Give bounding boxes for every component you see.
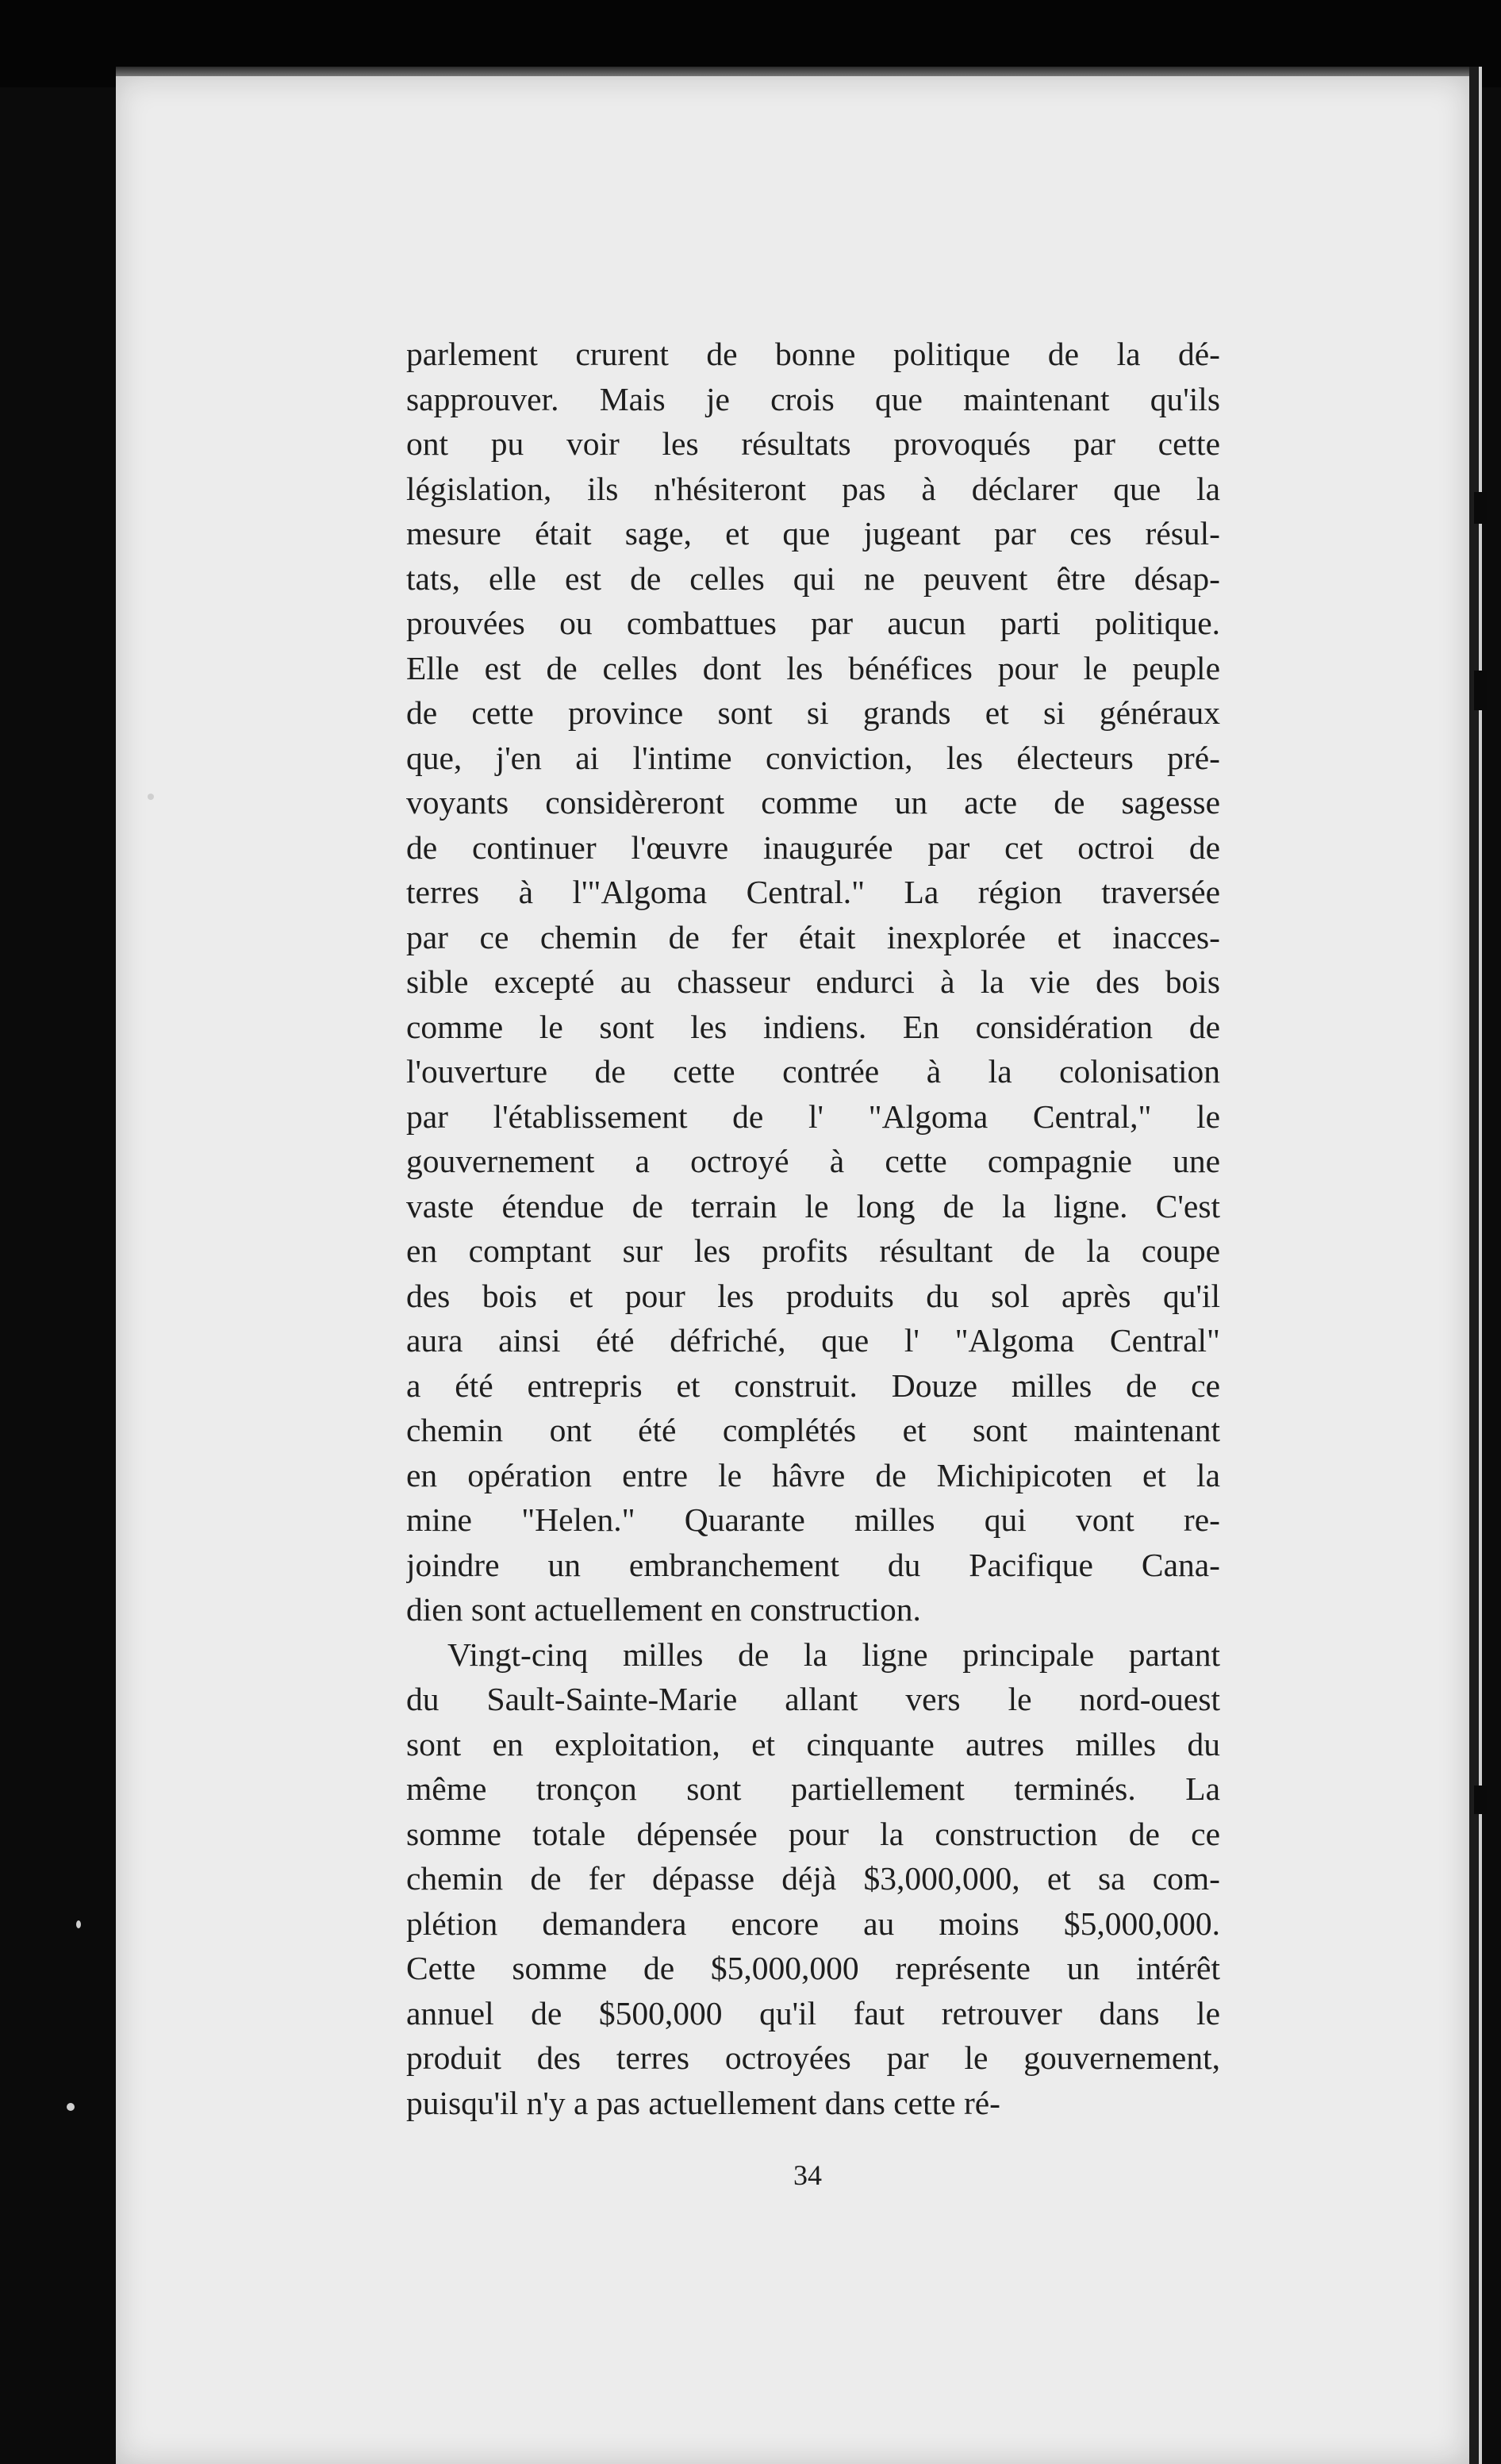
text-line: l'ouverture de cette contrée à la colonisation: [406, 1053, 1220, 1090]
text-line: somme totale dépensée pour la construction de ce: [406, 1815, 1220, 1852]
page-right-edge: [1469, 67, 1479, 2464]
text-line: par ce chemin de fer était inexplorée et inacces-: [406, 918, 1220, 955]
scan-speck: [76, 1920, 81, 1928]
page-number: 34: [793, 2159, 822, 2191]
text-line: vaste étendue de terrain le long de la ligne. C'est: [406, 1187, 1220, 1224]
text-line: législation, ils n'hésiteront pas à déclarer que la: [406, 470, 1220, 507]
text-line: aura ainsi été défriché, que l' "Algoma Central": [406, 1322, 1220, 1359]
text-line: même tronçon sont partiellement terminés. La: [406, 1770, 1220, 1807]
text-line: en comptant sur les profits résultant de la coupe: [406, 1232, 1220, 1269]
text-line: voyants considèreront comme un acte de sagesse: [406, 784, 1220, 821]
text-line: dien sont actuellement en construction.: [406, 1591, 921, 1628]
text-line: ont pu voir les résultats provoqués par cette: [406, 425, 1220, 462]
text-line: des bois et pour les produits du sol après qu'il: [406, 1277, 1220, 1314]
text-line: chemin ont été complétés et sont maintenant: [406, 1412, 1220, 1448]
text-line: annuel de $500,000 qu'il faut retrouver dans le: [406, 1994, 1220, 2032]
text-line: gouvernement a octroyé à cette compagnie une: [406, 1143, 1220, 1179]
text-line: terres à l'"Algoma Central." La région traversée: [406, 874, 1220, 910]
body-text: [406, 332, 1220, 2125]
text-line: chemin de fer dépasse déjà $3,000,000, et sa com-: [406, 1860, 1220, 1897]
text-line: sont en exploitation, et cinquante autres milles du: [406, 1725, 1220, 1762]
binding-mark: [1474, 671, 1487, 710]
text-line: puisqu'il n'y a pas actuellement dans cette ré-: [406, 2084, 1001, 2121]
text-line: Cette somme de $5,000,000 représente un intérêt: [406, 1950, 1220, 1986]
text-line: Vingt-cinq milles de la ligne principale partant: [447, 1636, 1220, 1673]
text-line: en opération entre le hâvre de Michipicoten et la: [406, 1456, 1220, 1493]
text-line: plétion demandera encore au moins $5,000,000.: [406, 1905, 1220, 1942]
binding-mark: [1474, 492, 1487, 524]
text-line: prouvées ou combattues par aucun parti politique.: [406, 605, 1220, 641]
text-line: a été entrepris et construit. Douze milles de ce: [406, 1367, 1220, 1404]
text-line: mesure était sage, et que jugeant par ces résul-: [406, 515, 1220, 552]
text-line: du Sault-Sainte-Marie allant vers le nord-ouest: [406, 1681, 1220, 1717]
text-line: comme le sont les indiens. En considération de: [406, 1008, 1220, 1045]
text-line: de cette province sont si grands et si généraux: [406, 694, 1220, 731]
scan-speck: [67, 2103, 75, 2111]
text-line: sapprouver. Mais je crois que maintenant qu'ils: [406, 380, 1220, 417]
text-line: Elle est de celles dont les bénéfices pour le peuple: [406, 649, 1220, 686]
text-line: parlement crurent de bonne politique de la dé-: [406, 336, 1220, 372]
text-line: par l'établissement de l' "Algoma Central," le: [406, 1097, 1220, 1135]
text-line: de continuer l'œuvre inaugurée par cet octroi de: [406, 828, 1220, 866]
text-line: produit des terres octroyées par le gouvernement,: [406, 2039, 1220, 2076]
scan-speck: [148, 794, 154, 800]
paragraph: [406, 1632, 1220, 2126]
binding-mark: [1474, 1786, 1487, 1814]
paragraph: [406, 332, 1220, 1632]
binding-line: [1479, 67, 1482, 2464]
text-line: sible excepté au chasseur endurci à la vie des bois: [406, 963, 1220, 1000]
text-line: mine "Helen." Quarante milles qui vont re-: [406, 1501, 1220, 1538]
text-line: que, j'en ai l'intime conviction, les électeurs pré-: [406, 739, 1220, 776]
text-line: joindre un embranchement du Pacifique Cana-: [406, 1546, 1220, 1583]
text-line: tats, elle est de celles qui ne peuvent être désap-: [406, 559, 1220, 597]
